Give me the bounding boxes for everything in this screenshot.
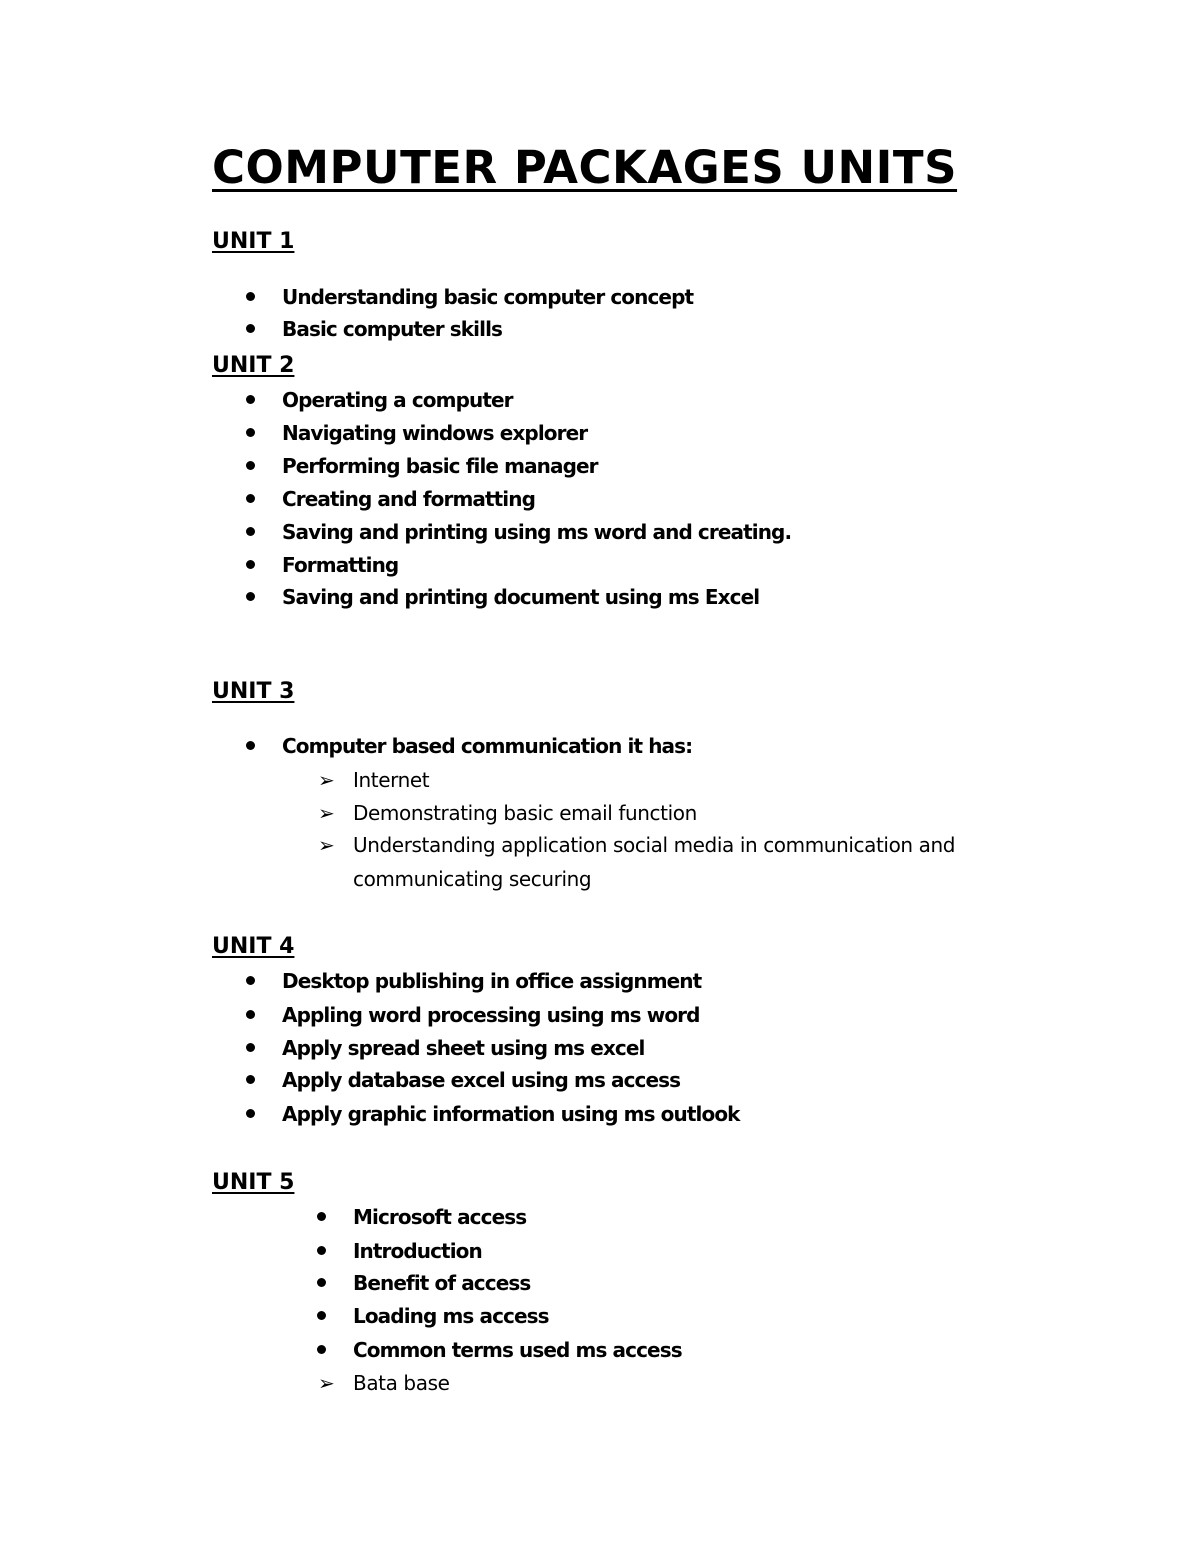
bullet-dot-icon bbox=[246, 976, 255, 985]
bullet-dot-icon bbox=[246, 527, 255, 536]
bullet-dot-icon bbox=[317, 1246, 326, 1255]
bullet-dot-icon bbox=[317, 1345, 326, 1354]
bullet-dot-icon bbox=[246, 1075, 255, 1084]
bullet-dot-icon bbox=[246, 494, 255, 503]
bullet-dot-icon bbox=[246, 395, 255, 404]
bullet-dot-icon bbox=[246, 461, 255, 470]
bullet-dot-icon bbox=[317, 1311, 326, 1320]
bullet-dot-icon bbox=[246, 560, 255, 569]
bullet-dot-icon bbox=[246, 324, 255, 333]
bullet-dot-icon bbox=[317, 1278, 326, 1287]
bullet-dot-icon bbox=[246, 292, 255, 301]
document-page: COMPUTER PACKAGES UNITS UNIT 1 Understanding basic computer concept Basic computer skills UNIT 2 Operating a computer Navigating windows explorer Performing basic file manager Creating and formatting Saving and printing using ms word and creating. Formatting Saving and printing document using ms Excel UNIT 3 Computer based communication it has: ➢ Internet ➢ Demonstrating basic email function ➢ Understanding application social media in communication and communicating securing UNIT 4 Desktop publishing in office assignment Appling word processing using ms word Apply spread sheet using ms excel Apply database excel using ms access Apply graphic information using ms outlook UNIT 5 Microsoft access Introduction Benefit of access Loading ms access Common terms used ms access ➢ Bata base bbox=[0, 0, 1200, 1553]
unit-2-heading: UNIT 2 bbox=[212, 353, 295, 378]
bullet-dot-icon bbox=[246, 592, 255, 601]
bullet-dot-icon bbox=[246, 1109, 255, 1118]
unit-4-heading: UNIT 4 bbox=[212, 934, 295, 959]
unit-5-heading: UNIT 5 bbox=[212, 1170, 295, 1195]
arrow-bullet-icon: ➢ bbox=[318, 768, 335, 792]
unit-3-heading: UNIT 3 bbox=[212, 679, 295, 704]
arrow-bullet-icon: ➢ bbox=[318, 801, 335, 825]
bullet-dot-icon bbox=[246, 741, 255, 750]
arrow-bullet-icon: ➢ bbox=[318, 833, 335, 857]
unit-1-heading: UNIT 1 bbox=[212, 229, 295, 254]
bullet-dot-icon bbox=[317, 1212, 326, 1221]
bullet-dot-icon bbox=[246, 1010, 255, 1019]
page-title: COMPUTER PACKAGES UNITS bbox=[212, 141, 958, 194]
bullet-dot-icon bbox=[246, 1043, 255, 1052]
bullet-dot-icon bbox=[246, 428, 255, 437]
arrow-bullet-icon: ➢ bbox=[318, 1371, 335, 1395]
